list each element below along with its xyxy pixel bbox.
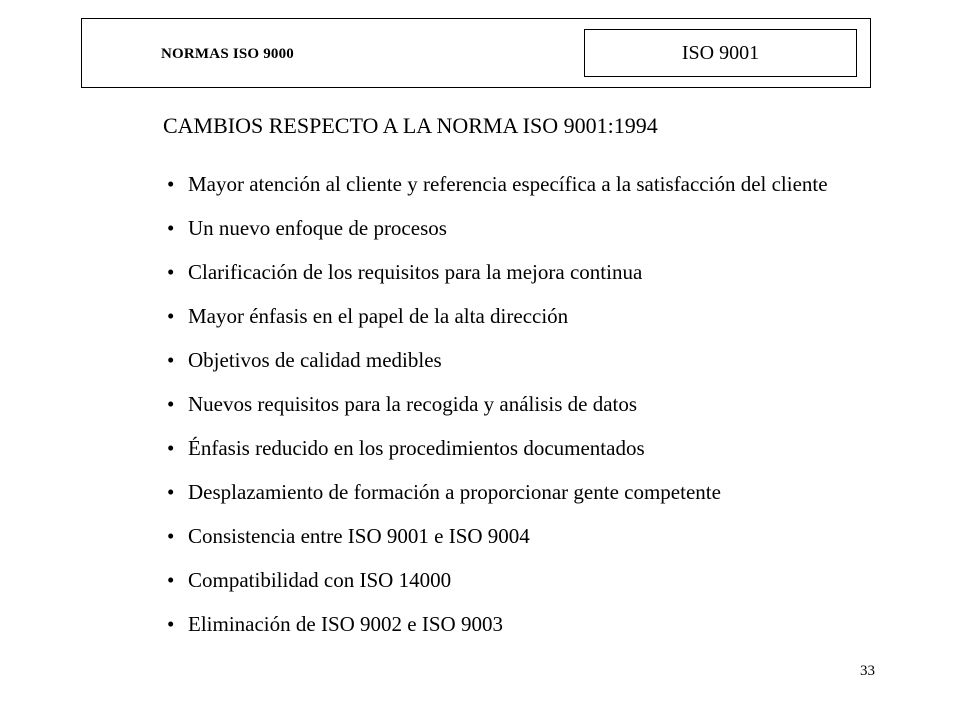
list-item: • Nuevos requisitos para la recogida y análisis de datos (167, 390, 849, 418)
list-item: • Énfasis reducido en los procedimientos documentados (167, 434, 849, 462)
list-item: • Compatibilidad con ISO 14000 (167, 566, 849, 594)
header-box (81, 18, 871, 88)
list-item: • Mayor atención al cliente y referencia específica a la satisfacción del cliente (167, 170, 849, 198)
list-item: • Desplazamiento de formación a proporcionar gente competente (167, 478, 849, 506)
list-item: • Consistencia entre ISO 9001 e ISO 9004 (167, 522, 849, 550)
list-item: • Objetivos de calidad medibles (167, 346, 849, 374)
header-title: NORMAS ISO 9000 (161, 46, 295, 62)
changes-list (167, 170, 849, 638)
slide-title: CAMBIOS RESPECTO A LA NORMA ISO 9001:1994 (163, 113, 658, 138)
list-item: • Eliminación de ISO 9002 e ISO 9003 (167, 610, 849, 638)
list-item: • Un nuevo enfoque de procesos (167, 214, 849, 242)
list-item: • Mayor énfasis en el papel de la alta dirección (167, 302, 849, 330)
list-item: • Clarificación de los requisitos para la mejora continua (167, 258, 849, 286)
header-standard-box (584, 29, 857, 77)
header-standard-label: ISO 9001 (681, 41, 760, 64)
page-number: 33 (860, 663, 875, 679)
